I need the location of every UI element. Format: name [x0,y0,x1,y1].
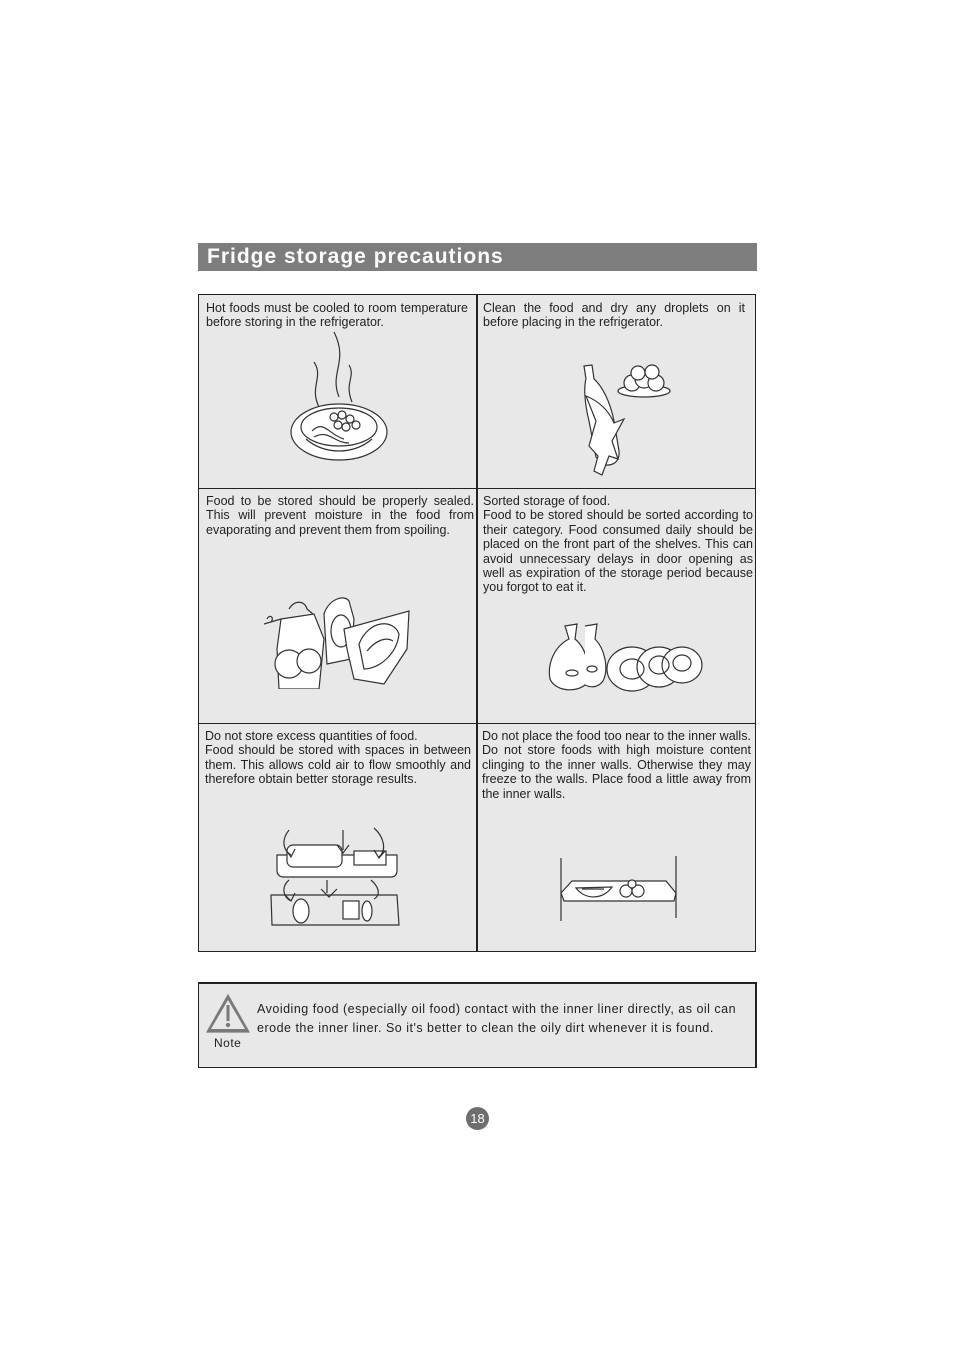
cell-clean-food-text [483,301,745,330]
cell-line: Do not place the food too near to the inner walls. [482,729,751,743]
cell-line: Do not store foods with high moisture content clinging to the inner walls. Otherwise they may freeze to the walls. Place food a little away from the inner walls. [482,743,751,801]
cell-line: Sorted storage of food. [483,494,611,508]
page-number: 18 [466,1107,489,1130]
bottle-and-fruit-icon [574,361,679,481]
cell-line: Do not store excess quantities of food. [205,729,418,743]
row-divider [199,488,755,489]
cell-line: Clean the food and dry any droplets on it before placing in the refrigerator. [483,301,745,330]
page-title: Fridge storage precautions [207,245,504,268]
note-label: Note [214,1036,242,1050]
cell-sorted-storage-text [483,494,753,595]
cell-excess-food-text [205,729,471,787]
sealed-bags-icon [259,589,419,689]
note-box [198,982,757,1068]
cell-line: Hot foods must be cooled to room temperature before storing in the refrigerator. [206,301,468,330]
cell-inner-walls-text [482,729,751,801]
section-title-bar [198,243,757,271]
shelf-airflow-icon [269,825,404,930]
note-text: Avoiding food (especially oil food) contact with the inner liner directly, as oil can erode the inner liner. So it's better to clean the oily dirt whenever it is found. [257,1002,737,1035]
precautions-grid [198,294,756,952]
cell-line: Food to be stored should be sorted according to their category. Food consumed daily should be placed on the front part of the shelves. This can avoid unnecessary delays in door opening as well as expiration of the storage period because you forgot to eat it. [483,508,753,595]
cell-hot-food-text [206,301,468,330]
hot-food-bowl-icon [284,327,394,467]
row-divider [199,723,755,724]
cell-line: Food should be stored with spaces in between them. This allows cold air to flow smoothly and therefore obtain better storage results. [205,743,471,787]
sorted-food-icon [547,621,707,696]
cell-sealed-food-text [206,494,474,537]
column-divider [476,295,478,951]
warning-triangle-icon [205,992,251,1034]
shelf-walls-icon [554,853,684,923]
cell-line: Food to be stored should be properly sealed. This will prevent moisture in the food from evaporating and prevent them from spoiling. [206,494,474,537]
